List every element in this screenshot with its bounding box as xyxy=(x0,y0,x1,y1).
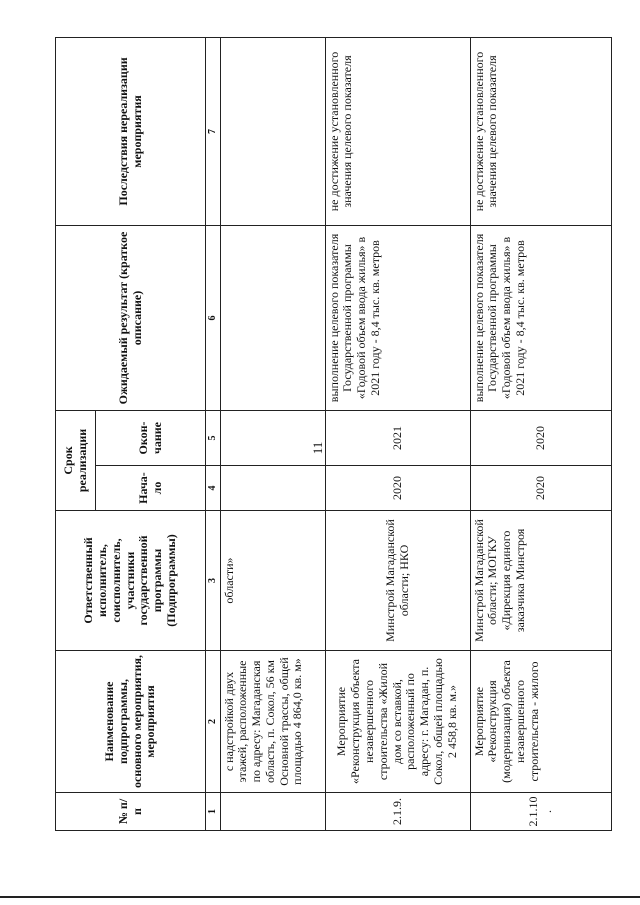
row-num: 2.1.9. xyxy=(325,793,470,831)
row-end xyxy=(220,410,325,465)
row-executor: области» xyxy=(220,511,325,651)
row-consequences: не достижение установленного значения целевого показателя xyxy=(325,37,470,225)
rotated-page xyxy=(55,38,610,831)
row-executor: Минстрой Магаданской области; НКО xyxy=(325,511,470,651)
row-consequences: не достижение установленного значения целевого показателя xyxy=(470,37,611,225)
row-end: 2021 xyxy=(325,410,470,465)
row-start: 2020 xyxy=(325,466,470,511)
header-term: Срок реализации xyxy=(56,410,96,510)
row-executor: Минстрой Магаданской области; МОГКУ «Дирекция единого заказчика Минстроя xyxy=(470,511,611,651)
row-name: Мероприятие «Реконструкция объекта незавершенного строительства «Жилой дом со вставкой, расположенный по адресу: г. Магадан, п. Сокол, общей площадью 2 458,8 кв. м.» xyxy=(325,651,470,793)
table-row xyxy=(325,37,470,830)
column-number: 4 xyxy=(206,466,221,511)
table-row xyxy=(220,37,325,830)
row-consequences xyxy=(220,37,325,225)
activities-table xyxy=(55,37,612,831)
header-consequences: Последствия нереализации мероприятия xyxy=(56,37,206,225)
row-num xyxy=(220,793,325,831)
column-number: 3 xyxy=(206,511,221,651)
header-start: Нача-ло xyxy=(96,466,206,511)
row-start xyxy=(220,466,325,511)
column-number: 2 xyxy=(206,651,221,793)
row-result: выполнение целевого показателя Государственной программы «Годовой объем ввода жилья» в 2021 году - 8,4 тыс. кв. метров xyxy=(470,225,611,410)
row-num: 2.1.10. xyxy=(470,793,611,831)
row-name: с надстройкой двух этажей, расположенные по адресу: Магаданская область, п. Сокол, 56 км Основной трассы, общей площадью 4 864,0 кв. м» xyxy=(220,651,325,793)
header-executor: Ответственный исполнитель, соисполнитель, участники государственной программы (Подпрограммы) xyxy=(56,511,206,651)
column-number: 6 xyxy=(206,225,221,410)
column-number: 7 xyxy=(206,37,221,225)
row-end: 2020 xyxy=(470,410,611,465)
page-bottom-rule xyxy=(0,896,640,898)
page-number: 11 xyxy=(310,441,325,455)
table-row xyxy=(470,37,611,830)
header-name: Наименование подпрограммы, основного мероприятия, мероприятия xyxy=(56,651,206,793)
header-result: Ожидаемый результат (краткое описание) xyxy=(56,225,206,410)
row-result: выполнение целевого показателя Государственной программы «Годовой объем ввода жилья» в 2021 году - 8,4 тыс. кв. метров xyxy=(325,225,470,410)
header-end: Окон-чание xyxy=(96,410,206,465)
column-number: 1 xyxy=(206,793,221,831)
row-result xyxy=(220,225,325,410)
column-number: 5 xyxy=(206,410,221,465)
row-name: Мероприятие «Реконструкция (модернизация) объекта незавершенного строительства - жилого xyxy=(470,651,611,793)
header-num: № п/п xyxy=(56,793,206,831)
row-start: 2020 xyxy=(470,466,611,511)
